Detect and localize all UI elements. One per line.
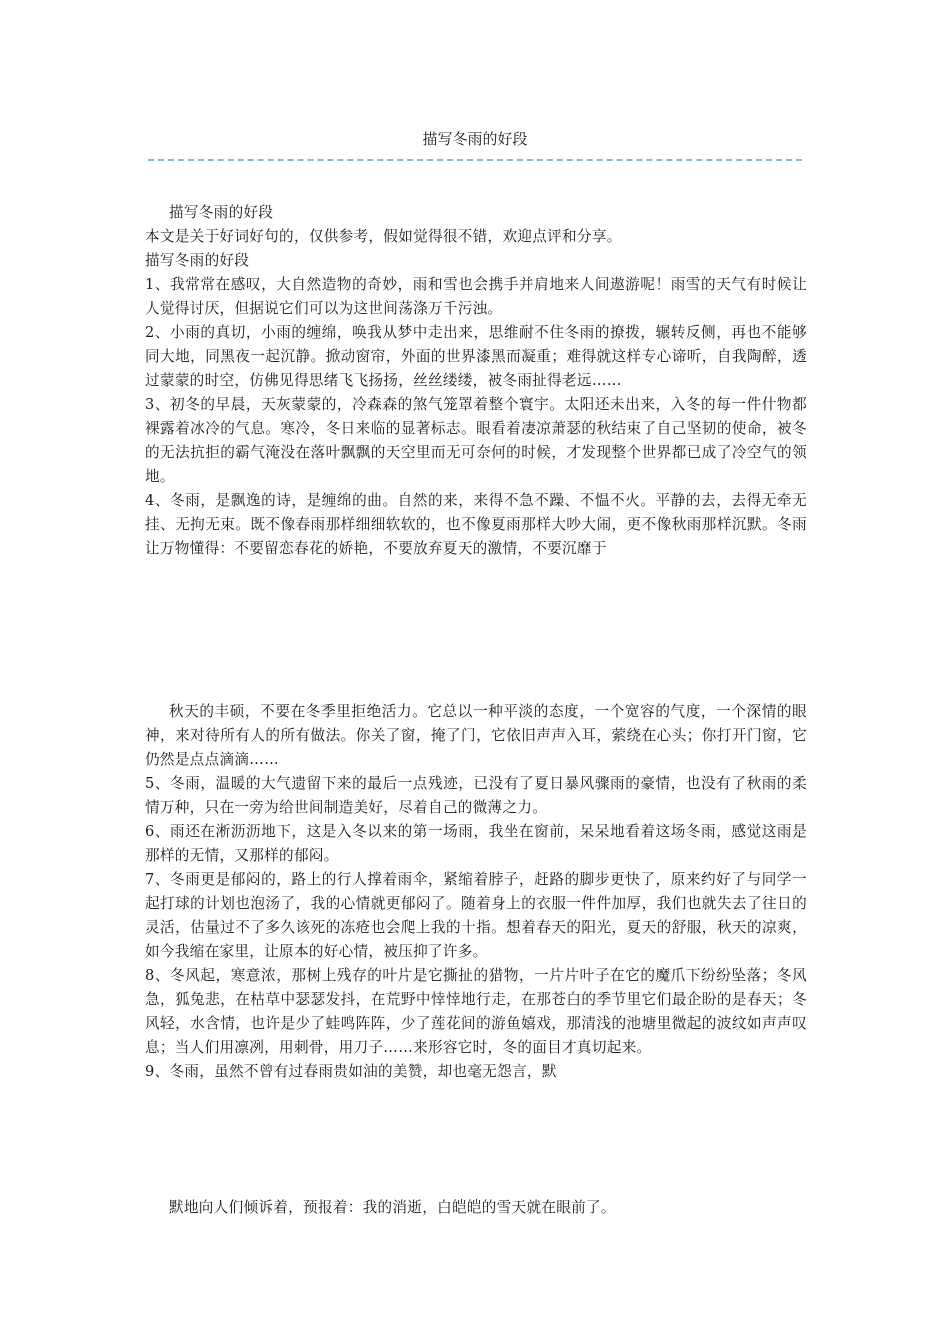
title-divider (148, 159, 802, 161)
paragraph-item-1: 1、我常常在感叹，大自然造物的奇妙，雨和雪也会携手并肩地来人间遨游呢！雨雪的天气有时候让人觉得讨厌，但据说它们可以为这世间荡涤万千污浊。 (145, 276, 807, 317)
document-title: 描写冬雨的好段 (422, 130, 528, 148)
section-heading: 描写冬雨的好段 (169, 204, 274, 221)
paragraph-item-2: 2、小雨的真切，小雨的缠绵，唤我从梦中走出来，思维耐不住冬雨的撩拨，辗转反侧，再也不能够同大地，同黑夜一起沉静。掀动窗帘，外面的世界漆黑而凝重；难得就这样专心谛听，自我陶醉，透过蒙蒙的时空，仿佛见得思绪飞飞扬扬，丝丝缕缕，被冬雨扯得老远…… (145, 324, 807, 389)
text-block-2 (145, 700, 807, 1084)
continuation-paragraph: 秋天的丰硕，不要在冬季里拒绝活力。它总以一种平淡的态度，一个宽容的气度，一个深情的眼神，来对待所有人的所有做法。你关了窗，掩了门，它依旧声声入耳，萦绕在心头；你打开门窗，它仍然是点点滴滴…… (145, 703, 807, 768)
paragraph-item-5: 5、冬雨，温暖的大气遗留下来的最后一点残迹，已没有了夏日暴风骤雨的豪情，也没有了秋雨的柔情万种，只在一旁为给世间制造美好，尽着自己的微薄之力。 (145, 775, 807, 816)
paragraph-item-3: 3、初冬的早晨，天灰蒙蒙的，冷森森的煞气笼罩着整个寰宇。太阳还未出来，入冬的每一件什物都裸露着冰冷的气息。寒冷，冬日来临的显著标志。眼看着凄凉萧瑟的秋结束了自己坚韧的使命，被冬的无法抗拒的霸气淹没在落叶飘飘的天空里而无可奈何的时候，才发现整个世界都已成了冷空气的领地。 (145, 396, 807, 485)
paragraph-item-8: 8、冬风起，寒意浓，那树上残存的叶片是它撕扯的猎物，一片片叶子在它的魔爪下纷纷坠落；冬风急，狐兔悲，在枯草中瑟瑟发抖，在荒野中悻悻地行走，在那苍白的季节里它们最企盼的是春天；冬风轻，水含情，也许是少了蛙鸣阵阵，少了莲花间的游鱼嬉戏，那清浅的池塘里微起的波纹如声声叹息；当人们用凛冽，用刺骨，用刀子……来形容它时，冬的面目才真切起来。 (145, 967, 807, 1056)
paragraph-item-7: 7、冬雨更是郁闷的，路上的行人撑着雨伞，紧缩着脖子，赶路的脚步更快了，原来约好了与同学一起打球的计划也泡汤了，我的心情就更郁闷了。随着身上的衣服一件件加厚，我们也就失去了往日的灵活，估量过不了多久该死的冻疮也会爬上我的十指。想着春天的阳光，夏天的舒服，秋天的凉爽，如今我缩在家里，让原本的好心情，被压抑了许多。 (145, 871, 807, 960)
text-block-3 (145, 1196, 807, 1220)
section-subheading: 描写冬雨的好段 (145, 252, 250, 269)
intro-paragraph: 本文是关于好词好句的，仅供参考，假如觉得很不错，欢迎点评和分享。 (145, 228, 622, 245)
final-paragraph: 默地向人们倾诉着，预报着：我的消逝，白皑皑的雪天就在眼前了。 (169, 1199, 616, 1216)
paragraph-item-6: 6、雨还在淅沥沥地下，这是入冬以来的第一场雨，我坐在窗前，呆呆地看着这场冬雨，感觉这雨是那样的无情，又那样的郁闷。 (145, 823, 807, 864)
paragraph-item-4: 4、冬雨，是飘逸的诗，是缠绵的曲。自然的来，来得不急不躁、不愠不火。平静的去，去得无牵无挂、无拘无束。既不像春雨那样细细软软的，也不像夏雨那样大吵大闹，更不像秋雨那样沉默。冬雨让万物懂得：不要留恋春花的娇艳，不要放弃夏天的激情，不要沉靡于 (145, 492, 807, 557)
text-block-1 (145, 201, 807, 561)
paragraph-item-9: 9、冬雨，虽然不曾有过春雨贵如油的美赞，却也毫无怨言，默 (145, 1063, 557, 1080)
